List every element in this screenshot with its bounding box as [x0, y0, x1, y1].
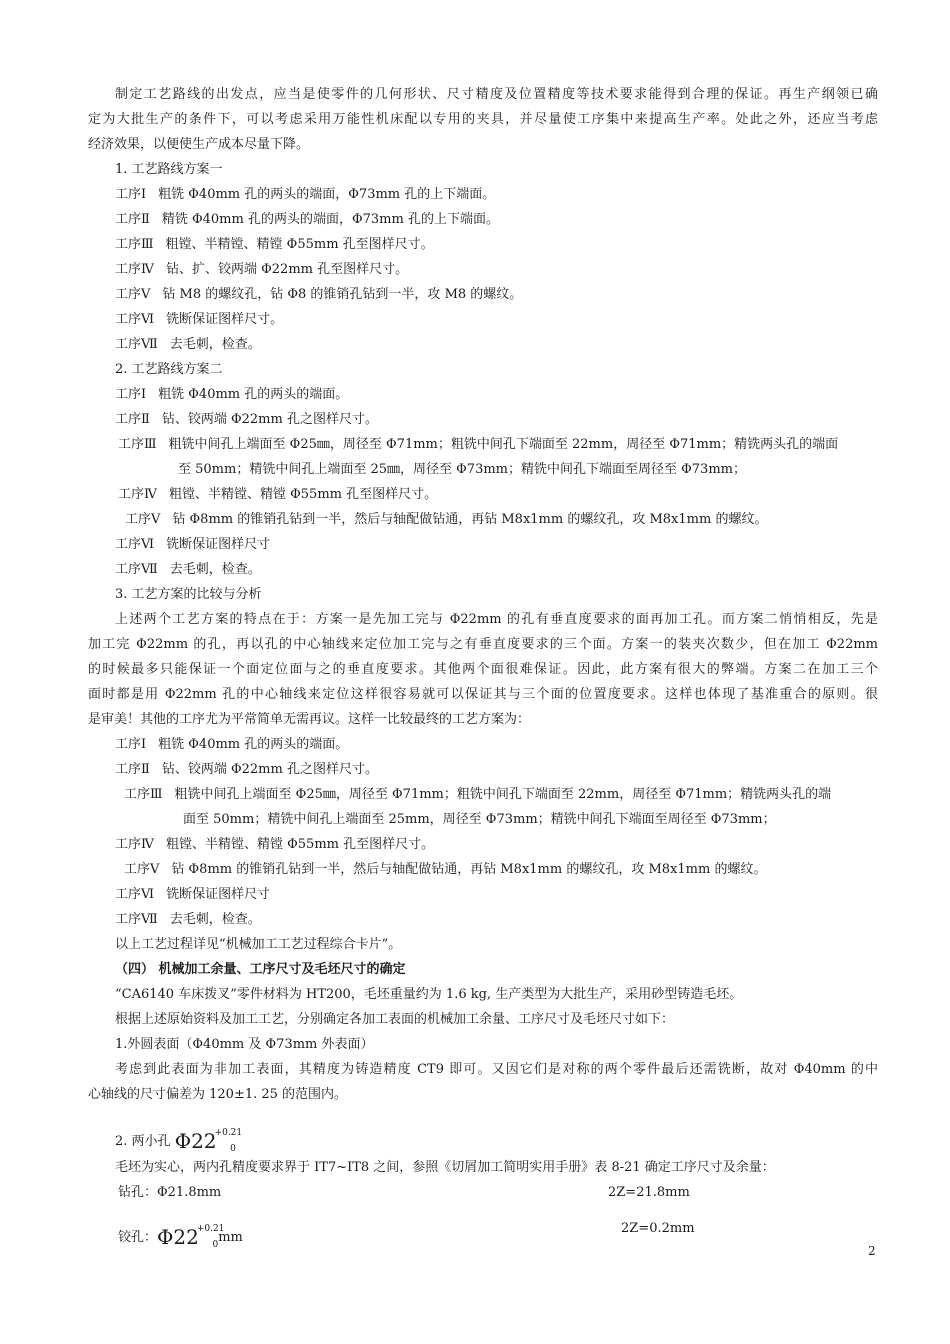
plan1-step-1: 工序Ⅰ 粗铣 Φ40mm 孔的两头的端面，Φ73mm 孔的上下端面。: [115, 187, 496, 202]
plan1-step-4: 工序Ⅳ 钻、扩、铰两端 Φ22mm 孔至图样尺寸。: [115, 262, 409, 277]
plan1-step-5: 工序Ⅴ 钻 M8 的螺纹孔，钻 Φ8 的锥销孔钻到一半，攻 M8 的螺纹。: [115, 287, 523, 302]
compare-title: 3. 工艺方案的比较与分析: [115, 587, 262, 602]
section4-para-1: “CA6140 车床拨叉”零件材料为 HT200，毛坯重量约为 1.6 kg, 生产类型为大批生产，采用砂型铸造毛坯。: [115, 987, 743, 1002]
page-number: 2: [868, 1244, 876, 1258]
ream-allowance: 2Z=0.2mm: [621, 1221, 695, 1236]
item2-title: 2. 两小孔 $\Phi 22^{+0.21}_0$: [115, 1128, 243, 1154]
compare-line-3: 的时候最多只能保证一个面定位面与之的垂直度要求。其他两个面很难保证。因此，此方案有很大的弊端。方案二在加工三个: [88, 662, 878, 677]
drill-row: 钻孔：Φ21.8mm 2Z=21.8mm: [118, 1180, 878, 1205]
plan2-title: 2. 工艺路线方案二: [115, 362, 223, 377]
plan2-step-7: 工序Ⅶ 去毛刺，检查。: [115, 562, 261, 577]
final-step-7: 工序Ⅶ 去毛刺，检查。: [115, 912, 261, 927]
plan2-step-6: 工序Ⅵ 铣断保证图样尺寸: [115, 537, 271, 552]
final-note: 以上工艺过程详见“机械加工工艺过程综合卡片”。: [115, 937, 402, 952]
intro-line-2: 定为大批生产的条件下，可以考虑采用万能性机床配以专用的夹具，并尽量使工序集中来提高生产率。处此之外，还应当考虑: [88, 112, 878, 127]
item1-line-2: 心轴线的尺寸偏差为 120±1. 25 的范围内。: [88, 1087, 348, 1102]
item1-line-1: 考虑到此表面为非加工表面，其精度为铸造精度 CT9 即可。又因它们是对称的两个零件最后还需铣断，故对 Φ40mm 的中: [115, 1062, 878, 1077]
phi-dimension: Φ22: [174, 1129, 217, 1153]
section4-para-2: 根据上述原始资料及加工工艺，分别确定各加工表面的机械加工余量、工序尺寸及毛坯尺寸如下：: [115, 1012, 675, 1027]
plan2-step-4: 工序Ⅳ 粗镗、半精镗、精镗 Φ55mm 孔至图样尺寸。: [118, 487, 438, 502]
final-step-3-cont: 面至 50mm；精铣中间孔上端面至 25mm，周径至 Φ73mm；精铣中间孔下端面至周径至 Φ73mm；: [183, 812, 776, 827]
final-step-1: 工序Ⅰ 粗铣 Φ40mm 孔的两头的端面。: [115, 737, 349, 752]
plan2-step-3: 工序Ⅲ 粗铣中间孔上端面至 Φ25㎜，周径至 Φ71mm；粗铣中间孔下端面至 22mm，周径至 Φ71mm；精铣两头孔的端面: [118, 437, 839, 452]
compare-line-5: 是审美！其他的工序尤为平常简单无需再议。这样一比较最终的工艺方案为：: [88, 712, 531, 727]
compare-line-4: 面时都是用 Φ22mm 孔的中心轴线来定位这样很容易就可以保证其与三个面的位置度要求。这样也体现了基准重合的原则。很: [88, 687, 878, 702]
item2-line: 毛坯为实心，两内孔精度要求界于 IT7~IT8 之间，参照《切屑加工简明实用手册》表 8-21 确定工序尺寸及余量：: [115, 1160, 775, 1175]
ream-row: 铰孔：$\Phi 22^{+0.21}_0mm$ 2Z=0.2mm: [118, 1214, 878, 1244]
final-step-6: 工序Ⅵ 铣断保证图样尺寸: [115, 887, 271, 902]
drill-allowance: 2Z=21.8mm: [608, 1185, 690, 1200]
section4-heading: （四） 机械加工余量、工序尺寸及毛坯尺寸的确定: [115, 962, 406, 977]
intro-line-1: 制定工艺路线的出发点，应当是使零件的几何形状、尺寸精度及位置精度等技术要求能得到合理的保证。再生产纲领已确: [115, 87, 878, 102]
plan2-step-2: 工序Ⅱ 钻、铰两端 Φ22mm 孔之图样尺寸。: [115, 412, 378, 427]
plan1-title: 1. 工艺路线方案一: [115, 162, 223, 177]
compare-line-1: 上述两个工艺方案的特点在于：方案一是先加工完与 Φ22mm 的孔有垂直度要求的面再加工孔。而方案二悄悄相反，先是: [115, 612, 878, 627]
tolerance-upper: +0.21: [214, 1128, 243, 1138]
final-step-2: 工序Ⅱ 钻、铰两端 Φ22mm 孔之图样尺寸。: [115, 762, 378, 777]
tolerance-lower: 0: [230, 1144, 236, 1154]
final-step-3: 工序Ⅲ 粗铣中间孔上端面至 Φ25㎜，周径至 Φ71mm；粗铣中间孔下端面至 22mm，周径至 Φ71mm；精铣两头孔的端: [124, 787, 832, 802]
compare-line-2: 加工完 Φ22mm 的孔，再以孔的中心轴线来定位加工完与之有垂直度要求的三个面。方案一的装夹次数少，但在加工 Φ22mm: [88, 637, 878, 652]
plan1-step-3: 工序Ⅲ 粗镗、半精镗、精镗 Φ55mm 孔至图样尺寸。: [115, 237, 434, 252]
plan2-step-5: 工序Ⅴ 钻 Φ8mm 的锥销孔钻到一半，然后与轴配做钻通，再钻 M8x1mm 的螺纹孔，攻 M8x1mm 的螺纹。: [125, 512, 768, 527]
final-step-5: 工序Ⅴ 钻 Φ8mm 的锥销孔钻到一半，然后与轴配做钻通，再钻 M8x1mm 的螺纹孔，攻 M8x1mm 的螺纹。: [124, 862, 767, 877]
plan2-step-1: 工序Ⅰ 粗铣 Φ40mm 孔的两头的端面。: [115, 387, 349, 402]
item1-title: 1.外圆表面（Φ40mm 及 Φ73mm 外表面）: [115, 1037, 374, 1052]
plan1-step-7: 工序Ⅶ 去毛刺，检查。: [115, 337, 261, 352]
intro-line-3: 经济效果，以便使生产成本尽量下降。: [88, 137, 310, 152]
plan1-step-6: 工序Ⅵ 铣断保证图样尺寸。: [115, 312, 284, 327]
plan1-step-2: 工序Ⅱ 精铣 Φ40mm 孔的两头的端面，Φ73mm 孔的上下端面。: [115, 212, 499, 227]
plan2-step-3-cont: 至 50mm；精铣中间孔上端面至 25㎜，周径至 Φ73mm；精铣中间孔下端面至周径至 Φ73mm；: [178, 462, 746, 477]
final-step-4: 工序Ⅳ 粗镗、半精镗、精镗 Φ55mm 孔至图样尺寸。: [115, 837, 435, 852]
